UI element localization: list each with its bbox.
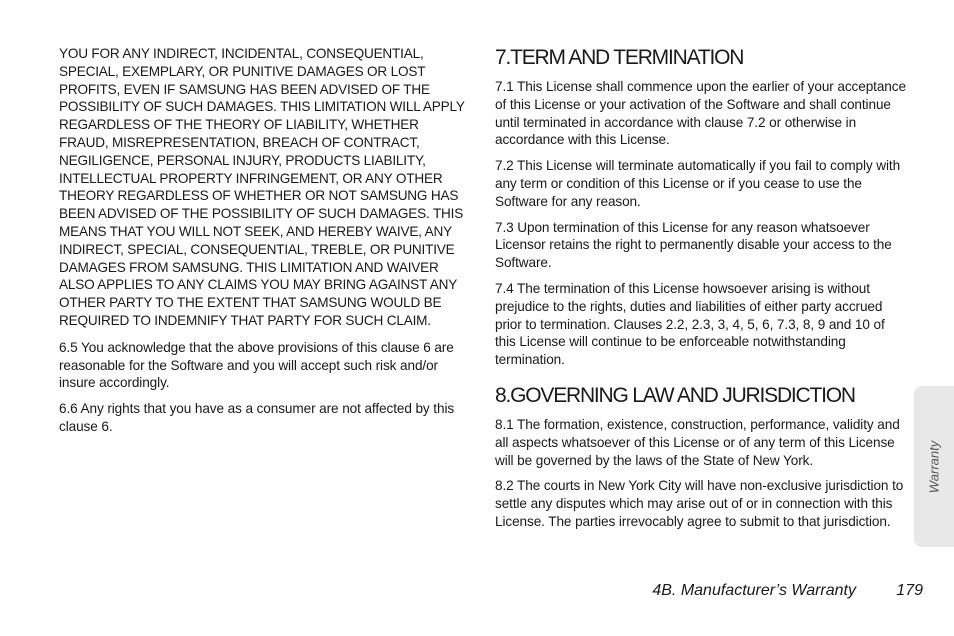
clause-7-2: 7.2 This License will terminate automatically if you fail to comply with any term or condition of this License or if you cease to use the Software for any reason. (495, 158, 901, 209)
side-tab-label: Warranty (926, 440, 942, 493)
limitation-paragraph: YOU FOR ANY INDIRECT, INCIDENTAL, CONSEQUENTIAL, SPECIAL, EXEMPLARY, OR PUNITIVE DAMAGES OR LOST PROFITS, EVEN IF SAMSUNG HAS BEEN ADVISED OF THE POSSIBILITY OF SUCH DAMAGES. THIS LIMITATION WILL APPLY REGARDLESS OF THE THEORY OF LIABILITY, WHETHER FRAUD, MISREPRESENTATION, BREACH OF CONTRACT, NEGILIGENCE, PERSONAL INJURY, PRODUCTS LIABILITY, INTELLECTUAL PROPERTY INFRINGEMENT, OR ANY OTHER THEORY REGARDLESS OF WHETHER OR NOT SAMSUNG HAS BEEN ADVISED OF THE POSSIBILITY OF SUCH DAMAGES. THIS MEANS THAT YOU WILL NOT SEEK, AND HEREBY WAIVE, ANY INDIRECT, SPECIAL, CONSEQUENTIAL, TREBLE, OR PUNITIVE DAMAGES FROM SAMSUNG. THIS LIMITATION AND WAIVER ALSO APPLIES TO ANY CLAIMS YOU MAY BRING AGAINST ANY OTHER PARTY TO THE EXTENT THAT SAMSUNG WOULD BE REQUIRED TO INDEMNIFY THAT PARTY FOR SUCH CLAIM. (59, 46, 465, 328)
clause-6-5: 6.5 You acknowledge that the above provisions of this clause 6 are reasonable for the Software and you will accept such risk and/or insure accordingly. (59, 339, 454, 391)
left-column (59, 45, 469, 444)
clause-7-3: 7.3 Upon termination of this License for any reason whatsoever Licensor retains the right to permanently disable your access to the Software. (495, 219, 892, 271)
footer-section-title: 4B. Manufacturer’s Warranty (652, 582, 856, 599)
clause-6-6: 6.6 Any rights that you have as a consumer are not affected by this clause 6. (59, 401, 455, 434)
section-side-tab (914, 386, 954, 547)
section-7-heading: 7.TERM AND TERMINATION (495, 46, 744, 69)
right-column (495, 45, 907, 539)
section-8-heading: 8.GOVERNING LAW AND JURISDICTION (495, 383, 855, 407)
clause-8-1: 8.1 The formation, existence, construction, performance, validity and all aspects whatsoever of this License or of any term of this License will be governed by the laws of the State of New York. (495, 416, 900, 468)
clause-7-4: 7.4 The termination of this License howsoever arising is without prejudice to the rights, duties and liabilities of either party accrued prior to termination. Clauses 2.2, 2.3, 3, 4, 5, 6, 7.3, 8, 9 and 10 of this License will continue to be enforceable notwithstanding termination. (495, 280, 885, 368)
clause-7-1: 7.1 This License shall commence upon the earlier of your acceptance of this License or your activation of the Software and shall continue until terminated in accordance with clause 7.2 or otherwise in accordance with this License. (495, 79, 906, 148)
page-number: 179 (896, 582, 923, 599)
clause-8-2: 8.2 The courts in New York City will have non-exclusive jurisdiction to settle any disputes which may arise out of or in connection with this License. The parties irrevocably agree to submit to that jurisdiction. (495, 478, 904, 529)
